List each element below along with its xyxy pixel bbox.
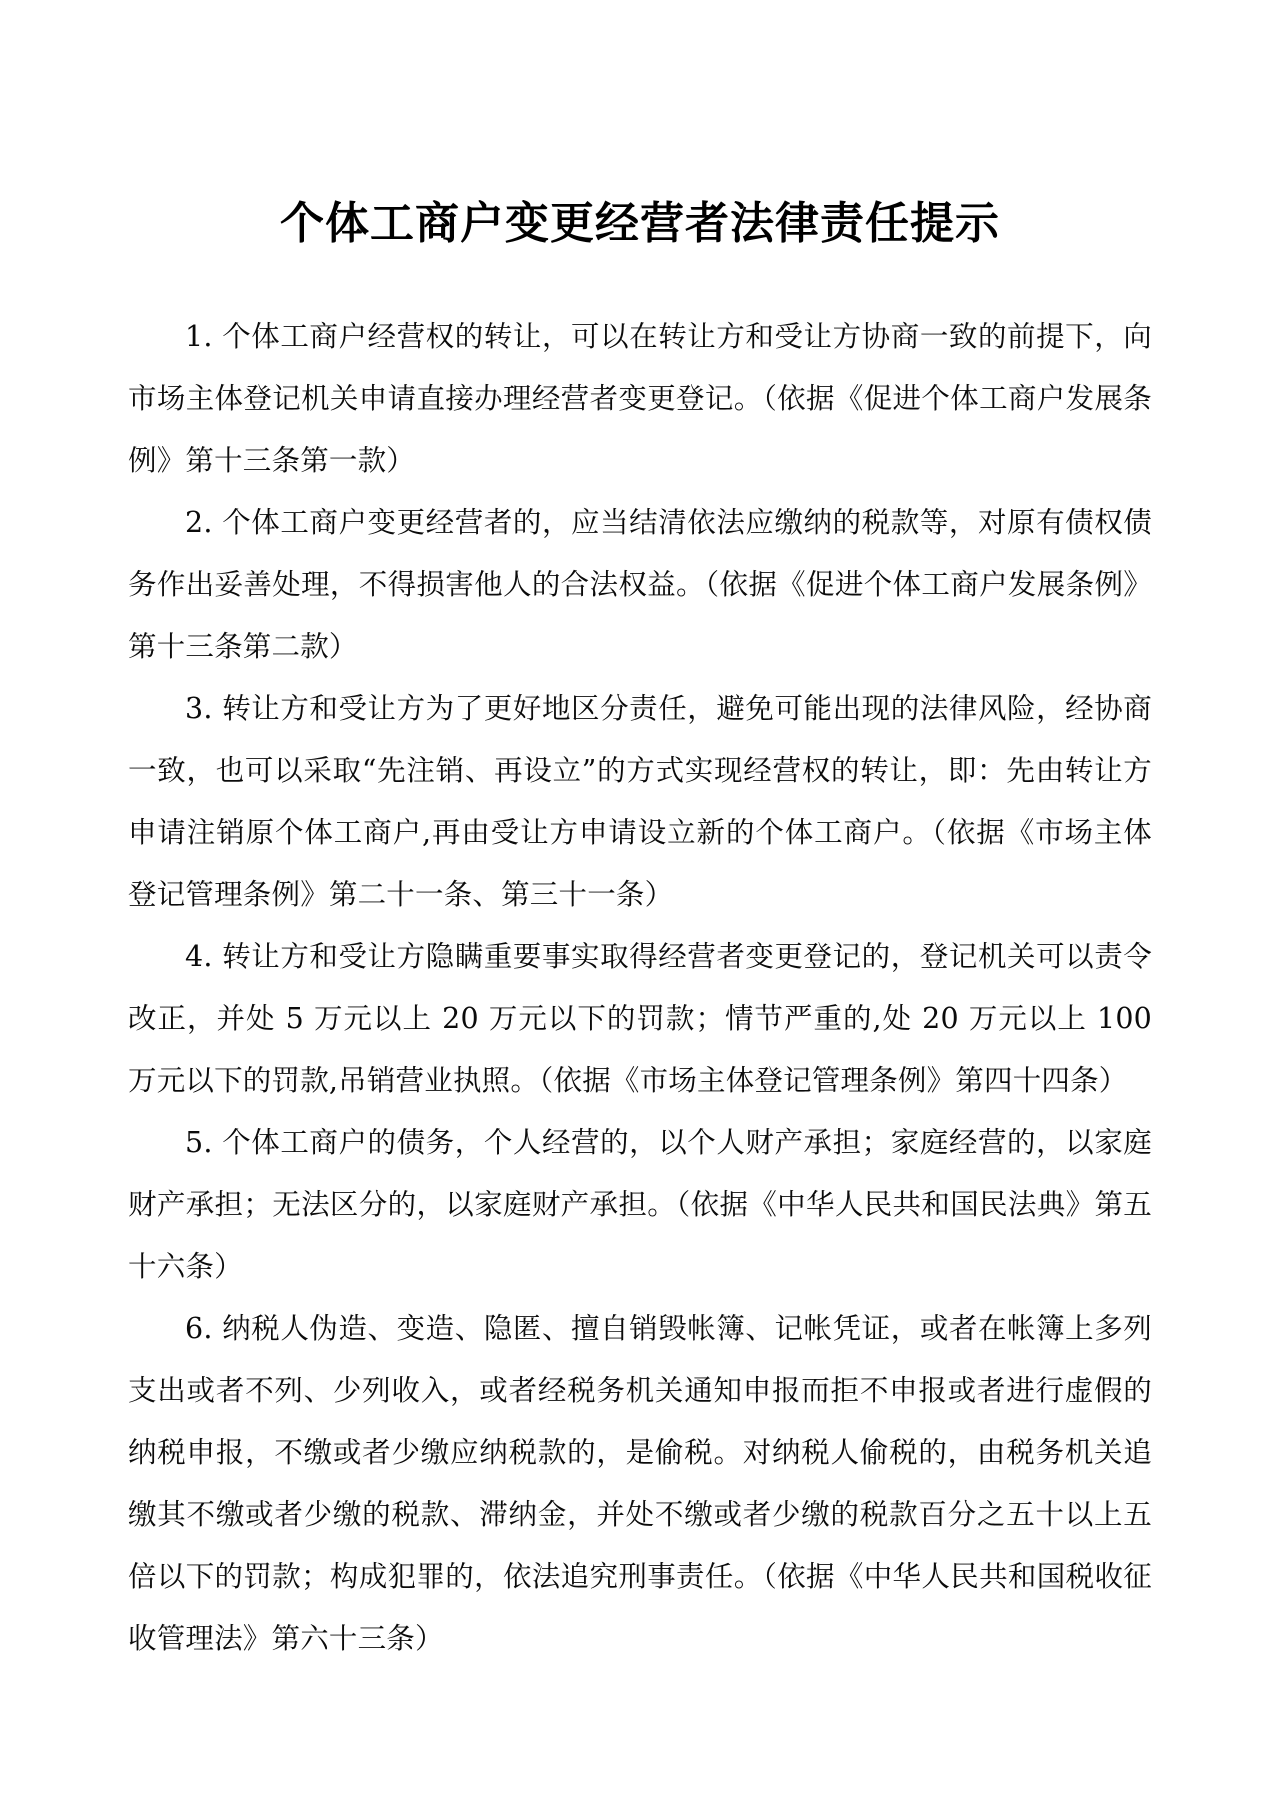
clause-paragraph-3: 3. 转让方和受让方为了更好地区分责任，避免可能出现的法律风险，经协商一致，也可以采取“先注销、再设立”的方式实现经营权的转让，即：先由转让方申请注销原个体工商户,再由受让方申请设立新的个体工商户。（依据《市场主体登记管理条例》第二十一条、第三十一条） xyxy=(128,692,1152,912)
clause-paragraph-4: 4. 转让方和受让方隐瞒重要事实取得经营者变更登记的，登记机关可以责令改正，并处 5 万元以上 20 万元以下的罚款；情节严重的,处 20 万元以上 100 万元以下的罚款,吊销营业执照。（依据《市场主体登记管理条例》第四十四条） xyxy=(128,940,1152,1098)
document-body xyxy=(128,306,1152,1670)
clause-paragraph-2: 2. 个体工商户变更经营者的，应当结清依法应缴纳的税款等，对原有债权债务作出妥善处理，不得损害他人的合法权益。（依据《促进个体工商户发展条例》第十三条第二款） xyxy=(128,506,1152,664)
page-title: 个体工商户变更经营者法律责任提示 xyxy=(280,198,1000,249)
document-content xyxy=(128,196,1152,1670)
clause-paragraph-1: 1. 个体工商户经营权的转让，可以在转让方和受让方协商一致的前提下，向市场主体登记机关申请直接办理经营者变更登记。（依据《促进个体工商户发展条例》第十三条第一款） xyxy=(128,320,1152,478)
clause-paragraph-5: 5. 个体工商户的债务，个人经营的，以个人财产承担；家庭经营的，以家庭财产承担；无法区分的，以家庭财产承担。（依据《中华人民共和国民法典》第五十六条） xyxy=(128,1126,1152,1284)
clause-paragraph-6: 6. 纳税人伪造、变造、隐匿、擅自销毁帐簿、记帐凭证，或者在帐簿上多列支出或者不列、少列收入，或者经税务机关通知申报而拒不申报或者进行虚假的纳税申报，不缴或者少缴应纳税款的，是偷税。对纳税人偷税的，由税务机关追缴其不缴或者少缴的税款、滞纳金，并处不缴或者少缴的税款百分之五十以上五倍以下的罚款；构成犯罪的，依法追究刑事责任。（依据《中华人民共和国税收征收管理法》第六十三条） xyxy=(128,1312,1152,1656)
